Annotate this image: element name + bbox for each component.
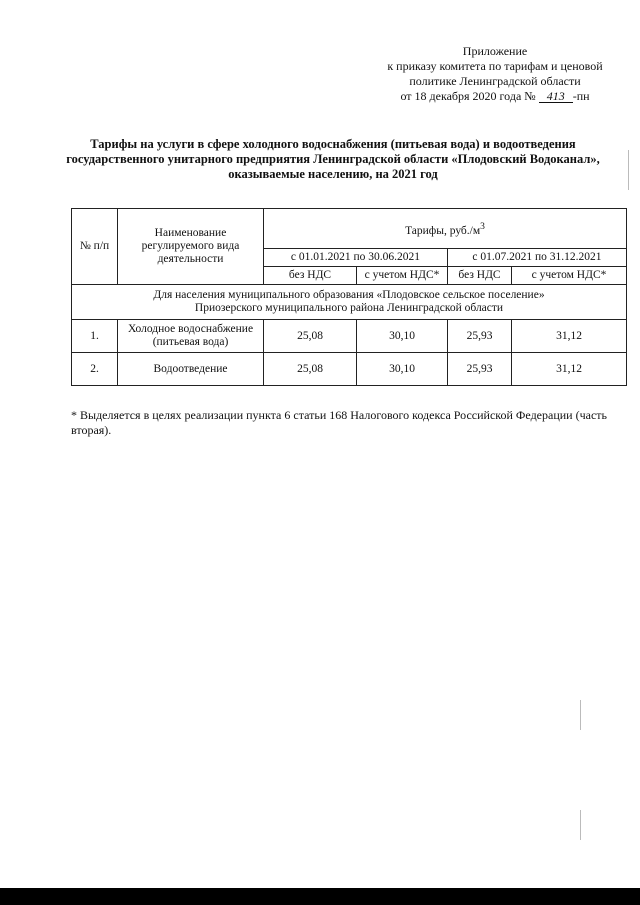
- row-value: 30,10: [357, 320, 448, 353]
- row-activity: Водоотведение: [118, 353, 264, 386]
- row-value: 31,12: [512, 353, 627, 386]
- scan-bottom-border: [0, 888, 640, 905]
- tariffs-table: [71, 208, 627, 386]
- col-header-tariffs: [264, 209, 627, 249]
- order-number: 413: [539, 90, 573, 103]
- document-title: Тарифы на услуги в сфере холодного водоснабжения (питьевая вода) и водоотведения государственного унитарного предприятия Ленинградской области «Плодовский Водоканал», оказываемые населению, на 2021 год: [66, 137, 600, 181]
- order-date: от 18 декабря 2020 года №: [400, 89, 536, 103]
- row-value: 30,10: [357, 353, 448, 386]
- footnote: * Выделяется в целях реализации пункта 6 статьи 168 Налогового кодекса Российской Федерации (часть вторая).: [71, 408, 608, 437]
- col-header-activity: Наименование регулируемого вида деятельности: [118, 209, 264, 285]
- scan-edge-mark: [628, 150, 629, 190]
- group-heading-line2: Приозерского муниципального района Ленинградской области: [194, 302, 504, 314]
- period-1-header: с 01.01.2021 по 30.06.2021: [264, 249, 448, 267]
- row-number: 1.: [72, 320, 118, 353]
- table-row: [72, 320, 627, 353]
- group-heading: [72, 285, 627, 320]
- row-value: 25,08: [264, 353, 357, 386]
- vat-header-p1-excl: без НДС: [264, 267, 357, 285]
- vat-header-p2-excl: без НДС: [448, 267, 512, 285]
- order-suffix: -пн: [572, 89, 590, 103]
- row-value: 25,93: [448, 353, 512, 386]
- tariffs-unit-sup: 3: [480, 220, 485, 232]
- vat-header-p1-incl: с учетом НДС*: [357, 267, 448, 285]
- order-date-line: [370, 89, 620, 104]
- appendix-label: Приложение: [462, 44, 528, 58]
- appendix-header: [370, 44, 620, 104]
- row-number: 2.: [72, 353, 118, 386]
- tariffs-label: Тарифы, руб./м: [405, 224, 481, 237]
- period-2-header: с 01.07.2021 по 31.12.2021: [448, 249, 627, 267]
- table-row: [72, 353, 627, 386]
- row-value: 31,12: [512, 320, 627, 353]
- committee-name-line: политике Ленинградской области: [409, 74, 581, 88]
- row-value: 25,93: [448, 320, 512, 353]
- row-value: 25,08: [264, 320, 357, 353]
- scan-edge-mark: [580, 700, 581, 730]
- scan-edge-mark: [580, 810, 581, 840]
- group-heading-line1: Для населения муниципального образования «Плодовское сельское поселение»: [153, 289, 545, 301]
- col-header-number: № п/п: [72, 209, 118, 285]
- order-reference-line: к приказу комитета по тарифам и ценовой: [387, 59, 603, 73]
- row-activity: Холодное водоснабжение (питьевая вода): [118, 320, 264, 353]
- vat-header-p2-incl: с учетом НДС*: [512, 267, 627, 285]
